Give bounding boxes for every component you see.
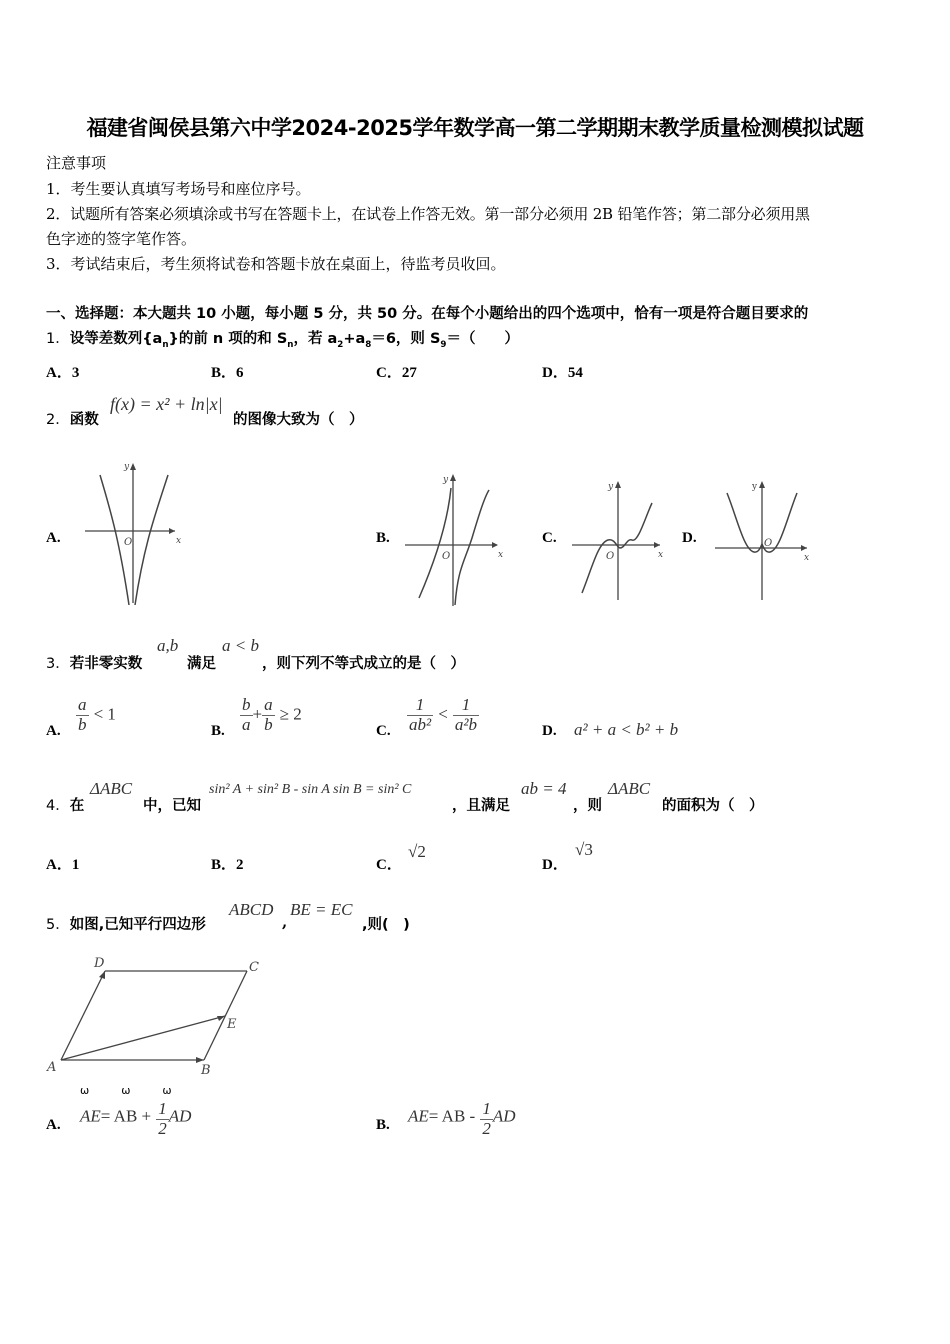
- svg-text:B: B: [201, 1063, 211, 1077]
- q4-condition2: ab = 4: [521, 779, 567, 798]
- svg-text:x: x: [176, 536, 182, 546]
- q3-stem-suffix: ，则下列不等式成立的是（ ）: [262, 656, 465, 672]
- q2-stem-suffix: 的图像大致为（ ）: [233, 412, 364, 428]
- vector-arrow-marks: ωωω: [80, 1084, 204, 1097]
- q2-formula: f(x) = x² + ln|x|: [110, 394, 223, 414]
- svg-text:E: E: [227, 1017, 237, 1032]
- q4-option-d-label[interactable]: D．: [542, 857, 568, 873]
- question-5-stem: 5．如图,已知平行四边形: [46, 917, 206, 933]
- section-heading: 一、选择题：本大题共 10 小题，每小题 5 分，共 50 分。在每个小题给出的四个选项中，恰有一项是符合题目要求的: [46, 306, 809, 322]
- q2-graph-d[interactable]: [712, 478, 812, 603]
- svg-text:x: x: [658, 550, 664, 560]
- q3-option-d-expr[interactable]: a² + a < b² + b: [574, 720, 679, 739]
- q3-option-b-label[interactable]: B.: [211, 723, 225, 739]
- q4-triangle2: ΔABC: [608, 779, 651, 798]
- q3-option-c-expr[interactable]: $\frac{1}{\text{ab²}}$ < $\frac{1}{\text{a²b}}$: [409, 695, 477, 734]
- q4-stem-mid3: ，则: [573, 798, 602, 814]
- svg-text:y: y: [752, 482, 758, 492]
- q3-option-a-expr[interactable]: $\frac{a}{b}$ < 1: [78, 695, 116, 734]
- q4-option-b[interactable]: B．2: [211, 857, 244, 873]
- question-1-stem: 1．设等差数列$\{a_n\}$的前 n 项的和 $S_n$，若 $a_2+a_8=6$，则 $S_9=$（ ）: [46, 331, 519, 350]
- q2-graph-b[interactable]: [402, 468, 507, 608]
- q3-option-c-label[interactable]: C.: [376, 723, 391, 739]
- q3-vars: a,b: [157, 636, 179, 655]
- exam-title: 福建省闽侯县第六中学2024-2025学年数学高一第二学期期末教学质量检测模拟试题: [86, 116, 864, 140]
- q2-option-a-label[interactable]: A.: [46, 530, 61, 546]
- svg-text:O: O: [606, 551, 615, 562]
- svg-text:A: A: [47, 1060, 57, 1075]
- svg-text:x: x: [498, 550, 504, 560]
- notice-heading: 注意事项: [46, 154, 107, 172]
- q2-graph-a[interactable]: [80, 455, 220, 605]
- q1-option-b[interactable]: B．6: [211, 365, 244, 381]
- q5-option-b-label[interactable]: B.: [376, 1117, 390, 1133]
- q4-stem-mid1: 中，已知: [143, 798, 201, 814]
- q2-option-b-label[interactable]: B.: [376, 530, 390, 546]
- q3-option-b-expr[interactable]: $\frac{b}{a}$ + $\frac{a}{b}$ ≥ 2: [242, 695, 302, 734]
- notice-item-3: 3．考试结束后，考生须将试卷和答题卡放在桌面上，待监考员收回。: [46, 255, 506, 273]
- q1-option-c[interactable]: C．27: [376, 365, 417, 381]
- svg-text:y: y: [124, 462, 130, 472]
- q4-stem-mid2: ，且满足: [452, 798, 510, 814]
- q4-stem-suffix: 的面积为（ ）: [662, 798, 764, 814]
- q3-option-a-label[interactable]: A.: [46, 723, 61, 739]
- q5-condition: BE = EC: [290, 900, 353, 919]
- svg-text:C: C: [249, 960, 259, 975]
- svg-text:y: y: [443, 475, 449, 485]
- q5-comma: ,: [282, 913, 288, 931]
- notice-item-1: 1．考生要认真填写考场号和座位序号。: [46, 180, 311, 198]
- q5-stem-suffix: ,则( ): [362, 917, 410, 933]
- q3-option-d-label[interactable]: D.: [542, 723, 557, 739]
- q3-condition: a < b: [222, 636, 259, 655]
- notice-item-2: 2．试题所有答案必须填涂或书写在答题卡上，在试卷上作答无效。第一部分必须用 2B 铅笔作答；第二部分必须用黑: [46, 205, 810, 223]
- question-3-stem: 3．若非零实数: [46, 656, 143, 672]
- q5-parallelogram-figure: [44, 952, 274, 1077]
- svg-text:x: x: [804, 553, 810, 563]
- question-2-stem: 2．函数: [46, 412, 99, 428]
- q2-option-c-label[interactable]: C.: [542, 530, 557, 546]
- q4-condition: sin² A + sin² B - sin A sin B = sin² C: [209, 782, 412, 797]
- q4-option-a[interactable]: A．1: [46, 857, 80, 873]
- q4-option-c-label[interactable]: C．: [376, 857, 402, 873]
- q3-stem-mid: 满足: [187, 656, 216, 672]
- q4-option-d-value[interactable]: √3: [575, 840, 593, 859]
- q5-shape: ABCD: [229, 900, 274, 919]
- svg-text:O: O: [764, 538, 773, 549]
- notice-item-2-cont: 色字迹的签字笔作答。: [46, 230, 197, 248]
- q5-option-b-expr[interactable]: AE= AB - $\frac{1}{2}$ AD: [408, 1099, 516, 1138]
- q2-option-d-label[interactable]: D.: [682, 530, 697, 546]
- svg-text:y: y: [608, 482, 614, 492]
- q1-option-a[interactable]: A．3: [46, 365, 80, 381]
- svg-text:O: O: [124, 537, 133, 548]
- svg-text:D: D: [94, 956, 105, 971]
- q4-triangle: ΔABC: [90, 779, 133, 798]
- question-4-stem: 4．在: [46, 798, 85, 814]
- svg-text:O: O: [442, 551, 451, 562]
- q1-option-d[interactable]: D．54: [542, 365, 583, 381]
- q2-graph-c[interactable]: [570, 478, 665, 603]
- q4-option-c-value[interactable]: √2: [408, 842, 426, 861]
- q5-option-a-label[interactable]: A.: [46, 1117, 61, 1133]
